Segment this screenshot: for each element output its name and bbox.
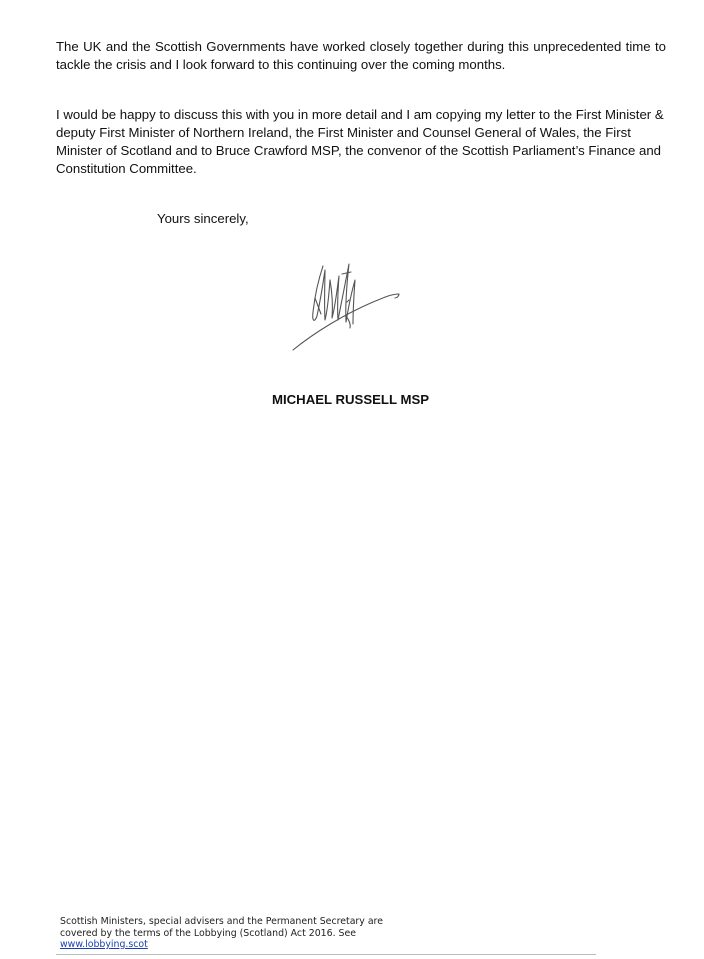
closing-salutation: Yours sincerely, xyxy=(157,211,249,226)
body-paragraph-2: I would be happy to discuss this with you in more detail and I am copying my letter to the First Minister & deputy First Minister of Northern Ireland, the First Minister and Counsel General of Wales, the First Minister of Scotland and to Bruce Crawford MSP, the convenor of the Scottish Parliament’s Finance and Constitution Committee. xyxy=(56,107,664,176)
handwritten-signature xyxy=(285,254,410,354)
body-paragraph-1: The UK and the Scottish Governments have worked closely together during this unprecedented time to tackle the crisis and I look forward to this continuing over the coming months. xyxy=(56,39,666,72)
lobbying-link[interactable]: www.lobbying.scot xyxy=(60,939,148,950)
lobbying-footer xyxy=(60,916,420,951)
signatory-name: MICHAEL RUSSELL MSP xyxy=(272,392,430,407)
footer-text: Scottish Ministers, special advisers and the Permanent Secretary are covered by the terms of the Lobbying (Scotland) Act 2016. See xyxy=(60,916,383,939)
footer-divider xyxy=(56,954,596,955)
